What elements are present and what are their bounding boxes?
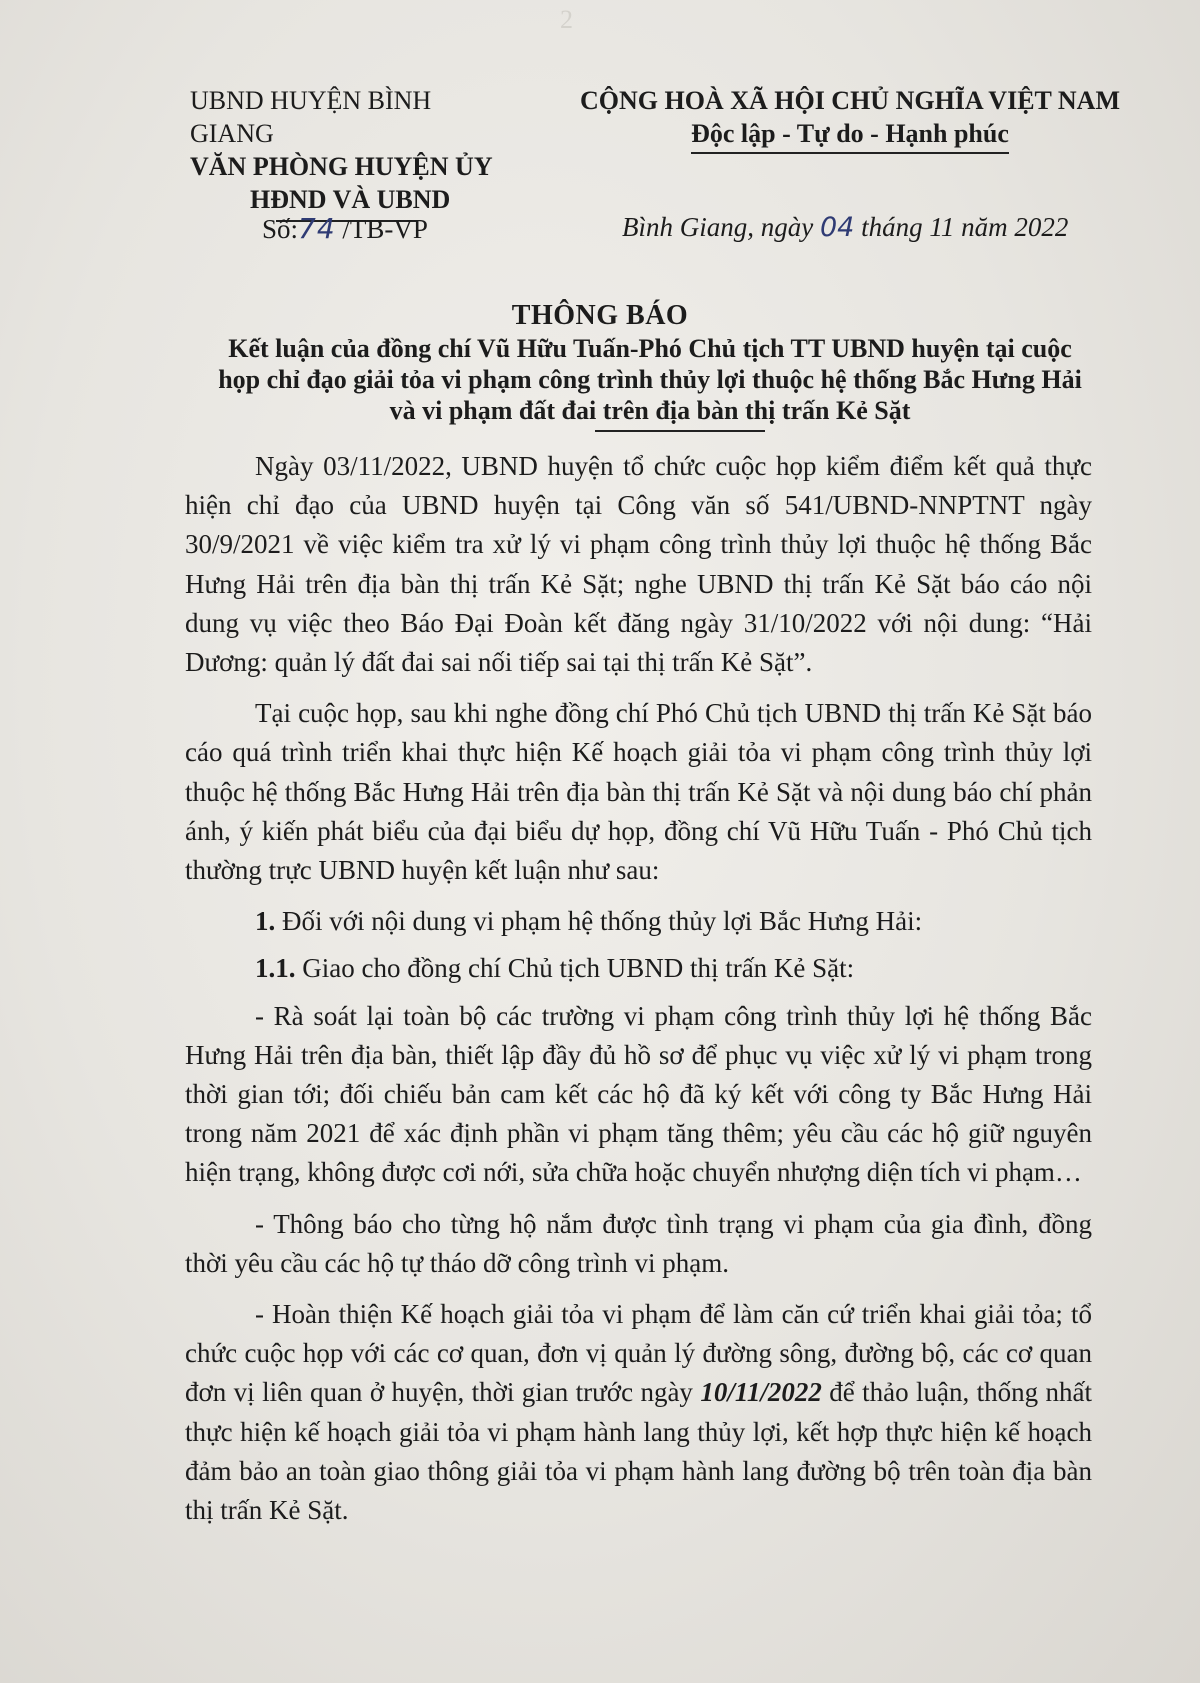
subtitle-underline xyxy=(595,430,765,432)
number-prefix: Số: xyxy=(262,214,299,244)
place-and-date xyxy=(622,212,1068,243)
section-1-1-number: 1.1. xyxy=(255,953,296,984)
document-body xyxy=(185,447,1092,1542)
section-1-number: 1. xyxy=(255,906,276,937)
section-1-heading xyxy=(185,902,1092,941)
bullet-complete-plan-text-1: - Hoàn thiện Kế hoạch giải tỏa vi phạm để làm căn cứ triển khai giải tỏa; tổ chức cuộc họp với các cơ quan, đơn vị quản lý đường sông, đường bộ, các cơ quan đơn vị liên quan ở huyện, thời gian trước ngày xyxy=(185,1299,1092,1408)
section-1-1-heading xyxy=(185,949,1092,988)
paragraph-meeting-conclusion: Tại cuộc họp, sau khi nghe đồng chí Phó Chủ tịch UBND thị trấn Kẻ Sặt báo cáo quá trình triển khai thực hiện Kế hoạch giải tỏa vi phạm công trình thủy lợi thuộc hệ thống Bắc Hưng Hải trên địa bàn thị trấn Kẻ Sặt và nội dung báo chí phản ánh, ý kiến phát biểu của đại biểu dự họp, đồng chí Vũ Hữu Tuấn - Phó Chủ tịch thường trực UBND huyện kết luận như sau: xyxy=(185,698,1092,886)
document-title: THÔNG BÁO xyxy=(511,300,689,331)
date-prefix: Bình Giang, ngày xyxy=(622,212,814,242)
section-1-text: Đối với nội dung vi phạm hệ thống thủy lợi Bắc Hưng Hải: xyxy=(275,906,923,937)
agency-line-3: HĐND VÀ UBND xyxy=(250,185,451,214)
paragraph-meeting-intro: Ngày 03/11/2022, UBND huyện tổ chức cuộc họp kiểm điểm kết quả thực hiện chỉ đạo của UBND huyện tại Công văn số 541/UBND-NNPTNT ngày 30/9/2021 về việc kiểm tra xử lý vi phạm công trình thủy lợi thuộc hệ thống Bắc Hưng Hải trên địa bàn thị trấn Kẻ Sặt; nghe UBND thị trấn Kẻ Sặt báo cáo nội dung vụ việc theo Báo Đại Đoàn kết đăng ngày 31/10/2022 với nội dung: “Hải Dương: quản lý đất đai sai nối tiếp sai tại thị trấn Kẻ Sặt”. xyxy=(185,451,1092,678)
bullet-review-violations: - Rà soát lại toàn bộ các trường vi phạm công trình thủy lợi hệ thống Bắc Hưng Hải trên địa bàn, thiết lập đầy đủ hồ sơ để phục vụ việc xử lý vi phạm trong thời gian tới; đối chiếu bản cam kết các hộ đã ký kết với công ty Bắc Hưng Hải trong năm 2021 để xác định phần vi phạm tăng thêm; yêu cầu các hộ giữ nguyên hiện trạng, không được cơi nới, sửa chữa hoặc chuyển nhượng diện tích vi phạm… xyxy=(185,1000,1092,1188)
subtitle-text: Kết luận của đồng chí Vũ Hữu Tuấn-Phó Chủ tịch TT UBND huyện tại cuộc họp chỉ đạo giải tỏa vi phạm công trình thủy lợi thuộc hệ thống Bắc Hưng Hải và vi phạm đất đai trên địa bàn thị trấn Kẻ Sặt xyxy=(218,334,1082,425)
document-subtitle xyxy=(210,333,1090,432)
country-name: CỘNG HOÀ XÃ HỘI CHỦ NGHĨA VIỆT NAM xyxy=(579,86,1121,115)
issuing-agency xyxy=(190,84,510,222)
handwritten-day: 04 xyxy=(819,212,855,243)
national-heading xyxy=(570,84,1130,154)
bullet-complete-plan-text-2: để thảo luận, thống nhất thực hiện kế hoạch giải tỏa vi phạm hành lang thủy lợi, kết hợp thực hiện kế hoạch đảm bảo an toàn giao thông giải tỏa vi phạm hành lang đường bộ trên toàn địa bàn thị trấn Kẻ Sặt. xyxy=(185,1377,1092,1526)
agency-line-1: UBND HUYỆN BÌNH GIANG xyxy=(190,86,432,148)
agency-line-2: VĂN PHÒNG HUYỆN ỦY xyxy=(190,152,493,181)
bleed-through-text: 2 xyxy=(560,5,573,34)
bullet-notify-households: - Thông báo cho từng hộ nắm được tình trạng vi phạm của gia đình, đồng thời yêu cầu các hộ tự tháo dỡ công trình vi phạm. xyxy=(185,1208,1092,1278)
bullet-complete-plan xyxy=(185,1295,1092,1530)
date-suffix: tháng 11 năm 2022 xyxy=(861,212,1069,242)
document-number xyxy=(262,212,428,245)
national-motto: Độc lập - Tự do - Hạnh phúc xyxy=(691,117,1009,154)
section-1-1-text: Giao cho đồng chí Chủ tịch UBND thị trấn Kẻ Sặt: xyxy=(295,953,855,984)
handwritten-number: 74 xyxy=(298,212,336,245)
deadline-date: 10/11/2022 xyxy=(700,1377,822,1408)
number-suffix: /TB-VP xyxy=(342,214,428,244)
